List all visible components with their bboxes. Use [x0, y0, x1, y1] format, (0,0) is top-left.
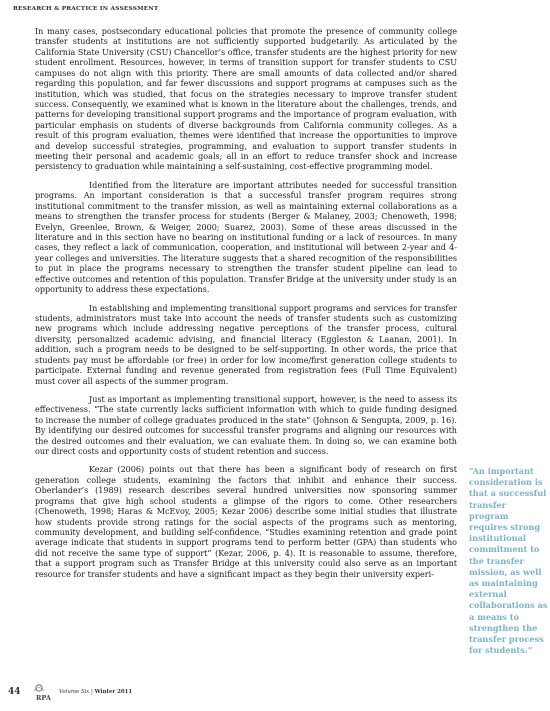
paragraph: In establishing and implementing transitional support programs and services for transfer students, administrators must take into account the needs of transfer students such as customizing new programs which include addressing negative perceptions of the transfer process, cultural diversity, personalized academic advising, and financial literacy (Eggleston & Laanan, 2001). In addition, such a program needs to be designed to be self-supporting. In other words, the price that students pay must be affordable (or free) in order for low income/first generation college students to participate. External funding and revenue generated from registration fees (Full Time Equivalent) must cover all aspects of the summer program.	[35, 303, 457, 386]
journal-issue-line	[59, 689, 132, 695]
paragraph: Kezar (2006) points out that there has been a significant body of research on first generation college students, examining the factors that inhibit and enhance their success. Oberlander’s (1989) research describes several hundred universities now sponsoring summer programs that give high school students a glimpse of the rigors to come. Other researchers (Chenoweth, 1998; Haras & McEvoy, 2005; Kezar 2006) describe some initial studies that illustrate how students provide strong ratings for the social aspects of the programs such as mentoring, community development, and building self-confidence. “Studies examining retention and grade point average indicate that students in support programs tend to perform better (GPA) than students who did not receive the same type of support” (Kezar, 2006, p. 4). It is reasonable to assume, therefore, that a support program such as Transfer Bridge at this university could also serve as an important resource for transfer students and have a significant impact as they begin their university experi-	[35, 465, 457, 579]
journal-issue: Winter 2011	[94, 689, 133, 695]
paragraph: Just as important as implementing transitional support, however, is the need to assess its effectiveness. “The state currently lacks sufficient information with which to guide funding designed to increase the number of college graduates produced in the state” (Johnson & Sengupta, 2009, p. 16). By identifying our desired outcomes for successful transfer programs and aligning our resources with the desired outcomes and their evaluation, we can evaluate them. In doing so, we can examine both our direct costs and opportunity costs of student retention and success.	[35, 394, 457, 457]
footer-separator: |	[89, 689, 95, 695]
running-head: RESEARCH & PRACTICE IN ASSESSMENT	[13, 6, 159, 12]
paragraph: In many cases, postsecondary educational policies that promote the presence of community college transfer students at institutions are not sufficiently supported budgetarily. As articulated by the California State University (CSU) Chancellor’s office, transfer students are the highest priority for new student enrollment. Resources, however, in terms of transition support for transfer students to CSU campuses do not align with this priority. There are small amounts of data collected and/or shared regarding this population, and far fewer discussions and support programs at campuses such as the institution, which was studied, that focus on the strategies necessary to improve transfer student success. Consequently, we examined what is known in the literature about the challenges, trends, and patterns for developing transitional support programs and the importance of program evaluation, with particular emphasis on students of diverse backgrounds from California community colleges. As a result of this program evaluation, themes were identified that increase the opportunities to improve and develop successful strategies, programming, and evaluation to support transfer students in meeting their personal and academic goals; all in an effort to reduce transfer shock and increase persistency to graduation while maintaining a self-sustaining, cost-effective programming model.	[35, 27, 457, 172]
paragraph: Identified from the literature are important attributes needed for successful transition programs. An important consideration is that a successful transfer program requires strong institutional commitment to the transfer mission, as well as maintaining external collaborations as a means to strengthen the transfer process for students (Berger & Malaney, 2003; Chenoweth, 1998; Evelyn, Greenlee, Brown, & Weiger, 2000; Suarez, 2003). Some of these areas discussed in the literature and in this section have no bearing on institutional funding or a lack of resources. In many cases, they reflect a lack of communication, cooperation, and institutional will between 2-year and 4-year colleges and universities. The literature suggests that a shared recognition of the responsibilities to put in place the programs necessary to strengthen the transfer student pipeline can lead to effective outcomes and retention of this population. Transfer Bridge at the university under study is an opportunity to address these expectations.	[35, 180, 457, 295]
page-number: 44	[8, 687, 21, 697]
svg-text:RPA: RPA	[36, 694, 51, 702]
pull-quote: “An important consideration is that a successful transfer program requires strong institutional commitment to the transfer mission, as well as maintaining external collaborations as a means to strengthen the transfer process for students.”	[469, 466, 548, 656]
page-footer	[8, 682, 132, 702]
article-body	[35, 27, 457, 580]
journal-volume: Volume Six	[59, 689, 90, 695]
rpa-logo-icon	[32, 682, 54, 702]
